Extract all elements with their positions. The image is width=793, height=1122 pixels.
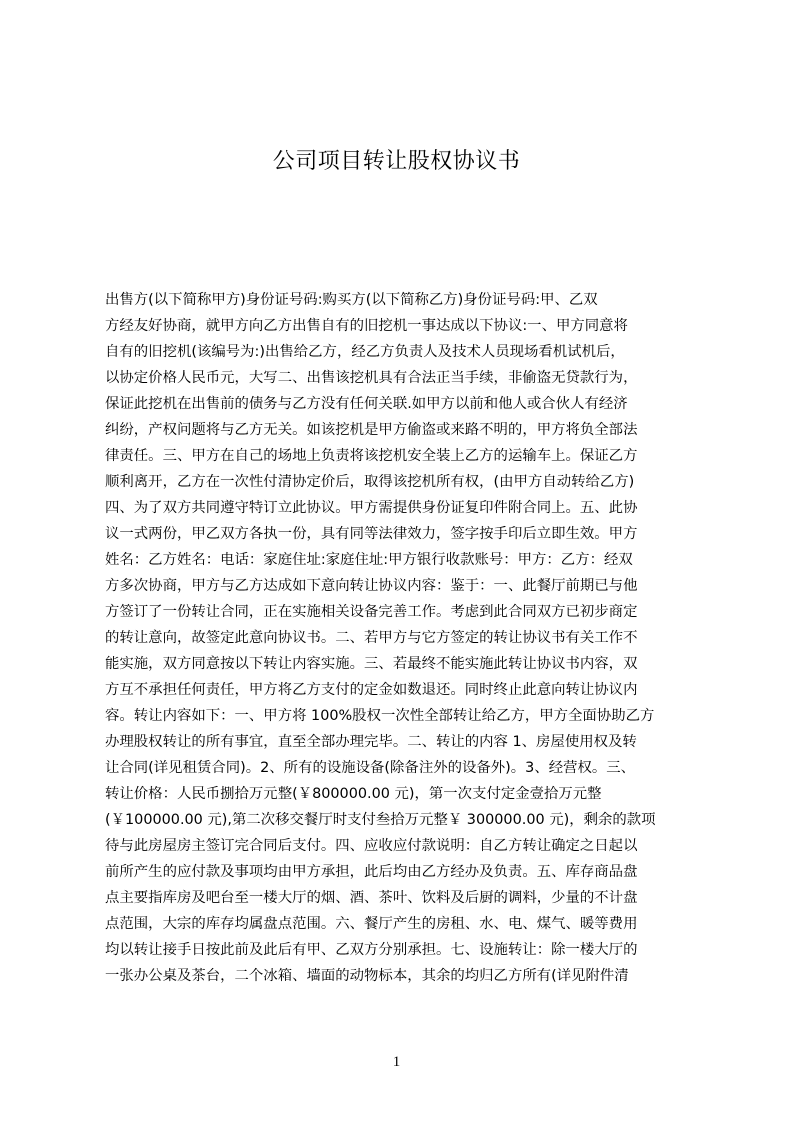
body-line: 转让价格：人民币捌拾万元整(￥800000.00 元)，第一次支付定金壹拾万元整 (105, 786, 602, 802)
body-line: 容。转让内容如下：一、甲方将 100%股权一次性全部转让给乙方，甲方全面协助乙方 (105, 708, 655, 724)
body-line: (￥100000.00 元),第二次移交餐厅时支付叁拾万元整￥ 300000.00 元)，剩余的款项 (105, 812, 656, 828)
body-line: 顺利离开，乙方在一次性付清协定价后，取得该挖机所有权，(由甲方自动转给乙方) (105, 474, 635, 490)
body-line: 出售方(以下简称甲方)身份证号码:购买方(以下简称乙方)身份证号码:甲、乙双 (105, 292, 598, 308)
body-line: 自有的旧挖机(该编号为:)出售给乙方，经乙方负责人及技术人员现场看机试机后， (105, 344, 625, 360)
body-line: 均以转让接手日按此前及此后有甲、乙双方分别承担。七、设施转让：除一楼大厅的 (105, 942, 638, 958)
body-line: 姓名：乙方姓名：电话：家庭住址:家庭住址:甲方银行收款账号：甲方：乙方：经双 (105, 552, 633, 568)
body-line: 一张办公桌及茶台，二个冰箱、墙面的动物标本，其余的均归乙方所有(详见附件清 (105, 968, 629, 984)
page-number: 1 (392, 1054, 401, 1070)
document-title: 公司项目转让股权协议书 (272, 149, 521, 174)
body-line: 方经友好协商，就甲方向乙方出售自有的旧挖机一事达成以下协议:一、甲方同意将 (105, 318, 628, 334)
body-line: 方多次协商，甲方与乙方达成如下意向转让协议内容：鉴于：一、此餐厅前期已与他 (105, 578, 638, 594)
body-line: 办理股权转让的所有事宜，直至全部办理完毕。二、转让的内容 1、房屋使用权及转 (105, 734, 637, 750)
body-line: 待与此房屋房主签订完合同后支付。四、应收应付款说明：自乙方转让确定之日起以 (105, 838, 638, 854)
body-line: 点主要指库房及吧台至一楼大厅的烟、酒、茶叶、饮料及后厨的调料，少量的不计盘 (105, 890, 638, 906)
body-line: 方签订了一份转让合同，正在实施相关设备完善工作。考虑到此合同双方已初步商定 (105, 604, 638, 620)
body-line: 前所产生的应付款及事项均由甲方承担，此后均由乙方经办及负责。五、库存商品盘 (105, 864, 638, 880)
body-line: 保证此挖机在出售前的债务与乙方没有任何关联.如甲方以前和他人或合伙人有经济 (105, 396, 628, 412)
body-line: 律责任。三、甲方在自己的场地上负责将该挖机安全装上乙方的运输车上。保证乙方 (105, 448, 638, 464)
body-line: 能实施，双方同意按以下转让内容实施。三、若最终不能实施此转让协议书内容，双 (105, 656, 638, 672)
body-line: 议一式两份，甲乙双方各执一份，具有同等法律效力，签字按手印后立即生效。甲方 (105, 526, 638, 542)
body-line: 以协定价格人民币元，大写二、出售该挖机具有合法正当手续，非偷盗无贷款行为， (105, 370, 638, 386)
body-line: 纠纷，产权问题将与乙方无关。如该挖机是甲方偷盗或来路不明的，甲方将负全部法 (105, 422, 638, 438)
body-line: 点范围，大宗的库存均属盘点范围。六、餐厅产生的房租、水、电、煤气、暖等费用 (105, 916, 638, 932)
body-line: 让合同(详见租赁合同)。2、所有的设施设备(除备注外的设备外)。3、经营权。三、 (105, 760, 636, 776)
body-line: 四、为了双方共同遵守特订立此协议。甲方需提供身份证复印件附合同上。五、此协 (105, 500, 638, 516)
document-body (105, 287, 700, 984)
body-line: 方互不承担任何责任，甲方将乙方支付的定金如数退还。同时终止此意向转让协议内 (105, 682, 638, 698)
body-line: 的转让意向，故签定此意向协议书。二、若甲方与它方签定的转让协议书有关工作不 (105, 630, 638, 646)
